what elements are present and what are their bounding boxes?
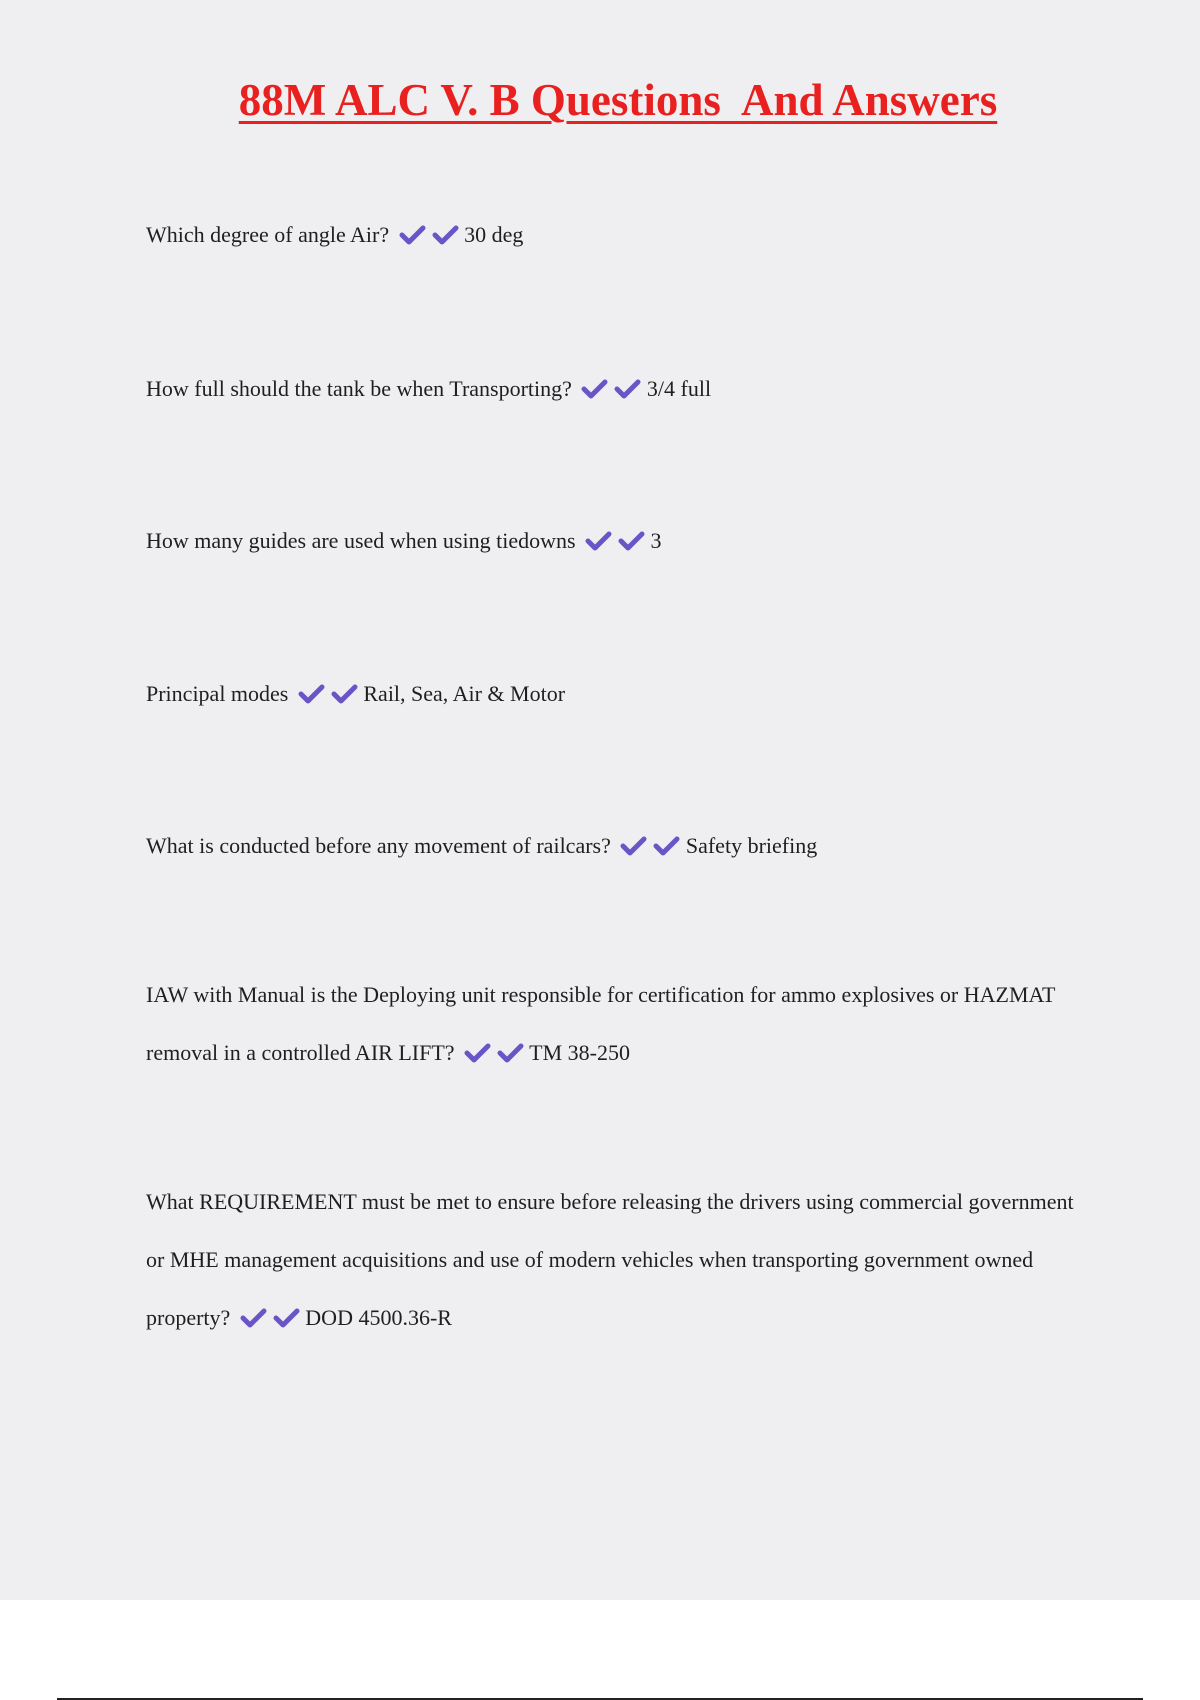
- answer-text: 3/4 full: [646, 376, 712, 401]
- checkmark-icon: [298, 684, 325, 704]
- answer-text: Rail, Sea, Air & Motor: [363, 681, 566, 706]
- checkmark-icon: [614, 379, 641, 399]
- question-text: How many guides are used when using tiedowns: [146, 528, 576, 553]
- qa-item-1: [146, 206, 1076, 264]
- checkmark-icon: [464, 1043, 491, 1063]
- question-text: Principal modes: [146, 681, 289, 706]
- checkmark-icon: [399, 225, 426, 245]
- question-text: IAW with Manual is the Deploying unit responsible for certification for ammo explosives or HAZMAT removal in a controlled AIR LIFT?: [146, 982, 1056, 1065]
- checkmark-icon: [240, 1308, 267, 1328]
- answer-text: 30 deg: [464, 222, 524, 247]
- question-text: What is conducted before any movement of railcars?: [146, 833, 611, 858]
- checkmark-icon: [581, 379, 608, 399]
- qa-item-3: [146, 512, 1076, 570]
- question-text: What REQUIREMENT must be met to ensure before releasing the drivers using commercial government or MHE management acquisitions and use of modern vehicles when transporting government owned property?: [146, 1189, 1074, 1330]
- qa-item-7: [146, 1173, 1076, 1347]
- checkmark-icon: [331, 684, 358, 704]
- checkmark-icon: [653, 836, 680, 856]
- question-text: Which degree of angle Air?: [146, 222, 390, 247]
- answer-text: TM 38-250: [529, 1040, 630, 1065]
- answer-text: 3: [650, 528, 662, 553]
- answer-text: Safety briefing: [685, 833, 818, 858]
- qa-item-5: [146, 817, 1076, 875]
- checkmark-icon: [273, 1308, 300, 1328]
- checkmark-icon: [585, 531, 612, 551]
- checkmark-icon: [620, 836, 647, 856]
- checkmark-icon: [497, 1043, 524, 1063]
- checkmark-icon: [432, 225, 459, 245]
- question-text: How full should the tank be when Transporting?: [146, 376, 572, 401]
- qa-item-2: [146, 360, 1076, 418]
- document-title: 88M ALC V. B Questions And Answers: [238, 75, 998, 125]
- checkmark-icon: [618, 531, 645, 551]
- answer-text: DOD 4500.36-R: [305, 1305, 452, 1330]
- qa-item-6: [146, 966, 1076, 1082]
- qa-item-4: [146, 665, 1076, 723]
